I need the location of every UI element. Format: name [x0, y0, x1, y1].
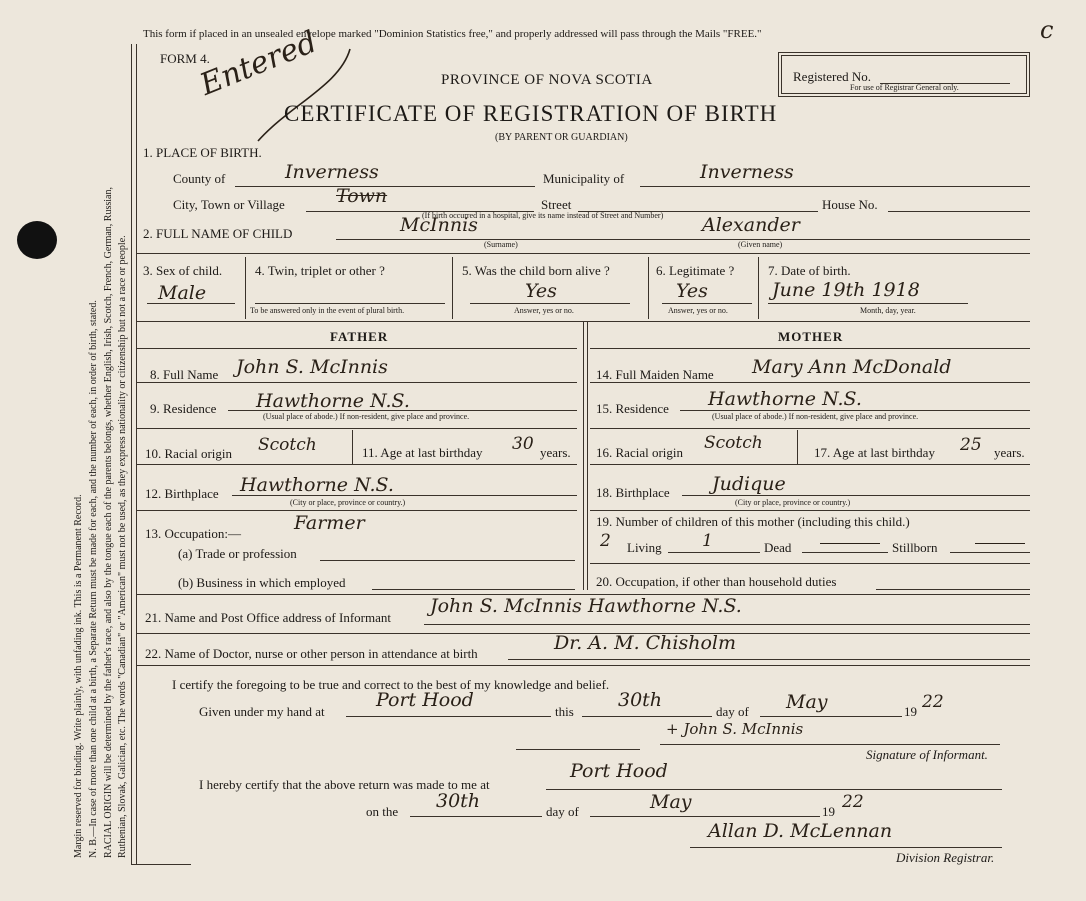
given-place-value: Port Hood — [376, 689, 474, 711]
left-border-line-inner — [136, 44, 137, 864]
mother-dead-value: 1 — [702, 531, 713, 551]
registrar-signature-value: Allan D. McLennan — [708, 820, 893, 842]
margin-note-separate-return: N. B.—In case of more than one child at a birth, a Separate Return must be made for each, and the number of each, in order of birth, stated. — [88, 300, 99, 858]
county-value: Inverness — [285, 161, 379, 183]
date-of-birth-label: 7. Date of birth. — [768, 263, 851, 278]
given-place-line — [346, 716, 551, 717]
father-row-line-3 — [137, 464, 577, 465]
given-month-value: May — [786, 691, 828, 713]
informant-signature-caption: Signature of Informant. — [866, 747, 988, 762]
house-no-label: House No. — [822, 197, 878, 212]
father-name-label: 8. Full Name — [150, 367, 219, 382]
legitimate-line — [662, 303, 752, 304]
hospital-note: (If birth occurred in a hospital, give its name instead of Street and Number) — [422, 211, 664, 220]
registrar-day-value: 30th — [436, 790, 481, 812]
mother-row-line-3 — [590, 464, 1030, 465]
divider-5-6 — [648, 257, 649, 319]
street-label: Street — [541, 197, 572, 212]
mother-years: years. — [994, 445, 1025, 460]
child-given-value: Alexander — [702, 214, 800, 236]
father-birthplace-value: Hawthorne N.S. — [240, 474, 394, 496]
doctor-label: 22. Name of Doctor, nurse or other person in attendance at birth — [145, 646, 478, 661]
registrar-day-of-label: day of — [546, 804, 579, 819]
twin-label: 4. Twin, triplet or other ? — [255, 263, 385, 278]
born-alive-value: Yes — [525, 280, 557, 302]
given-day-of-label: day of — [716, 704, 749, 719]
sex-value: Male — [158, 282, 207, 304]
twin-line — [255, 303, 445, 304]
mail-note: This form if placed in an unsealed envelope marked "Dominion Statistics free," and properly addressed will pass through the Mails "FREE." — [143, 28, 762, 40]
municipality-value: Inverness — [700, 161, 794, 183]
mother-racial-label: 16. Racial origin — [596, 445, 684, 460]
entered-stamp-flourish — [250, 45, 360, 145]
mother-stillborn-dash — [975, 543, 1025, 544]
registrar-year-prefix: 19 — [822, 804, 835, 819]
municipality-line — [640, 186, 1030, 187]
given-month-line — [760, 716, 902, 717]
parents-divider-b — [587, 322, 588, 590]
corner-mark: c — [1040, 16, 1054, 44]
father-occupation-label: 13. Occupation:— — [145, 526, 242, 541]
mother-occupation-label: 20. Occupation, if other than household duties — [596, 574, 837, 589]
mother-racial-value: Scotch — [704, 433, 763, 453]
date-of-birth-line — [768, 303, 968, 304]
left-border-line — [131, 44, 132, 864]
mother-stillborn-label: Stillborn — [892, 540, 938, 555]
father-birthplace-line — [232, 495, 577, 496]
mother-children-label: 19. Number of children of this mother (including this child.) — [596, 514, 910, 529]
twin-note: To be answered only in the event of plural birth. — [250, 306, 405, 315]
date-of-birth-note: Month, day, year. — [860, 306, 916, 315]
registered-no-note: For use of Registrar General only. — [850, 83, 959, 92]
mother-living-label: Living — [627, 540, 662, 555]
mother-age-value: 25 — [960, 435, 982, 455]
given-this-label: this — [555, 704, 574, 719]
mother-living-line — [668, 552, 760, 553]
given-name-caption: (Given name) — [738, 240, 783, 249]
father-racial-value: Scotch — [258, 435, 317, 455]
mother-name-label: 14. Full Maiden Name — [596, 367, 714, 382]
mother-birthplace-note: (City or place, province or country.) — [735, 498, 851, 507]
registrar-statement: I hereby certify that the above return was made to me at — [199, 777, 490, 792]
county-label: County of — [173, 171, 226, 186]
father-trade-line — [320, 560, 575, 561]
city-value: Town — [336, 185, 388, 207]
mother-racial-divider — [797, 430, 798, 464]
legitimate-label: 6. Legitimate ? — [656, 263, 735, 278]
certificate-subtitle: (BY PARENT OR GUARDIAN) — [495, 132, 628, 143]
mother-birthplace-value: Judique — [712, 473, 786, 495]
registrar-signature-line — [690, 847, 1002, 848]
father-business-line — [372, 589, 575, 590]
mother-row-line-5 — [590, 563, 1030, 564]
mother-birthplace-line — [682, 495, 1030, 496]
sex-line — [147, 303, 235, 304]
registrar-month-line — [590, 816, 820, 817]
father-residence-note: (Usual place of abode.) If non-resident, give place and province. — [263, 412, 470, 421]
informant-value: John S. McInnis Hawthorne N.S. — [430, 595, 742, 617]
child-name-label: 2. FULL NAME OF CHILD — [143, 226, 293, 241]
parents-divider-a — [583, 322, 584, 590]
mother-dead-dash — [820, 543, 880, 544]
given-year-prefix: 19 — [904, 704, 917, 719]
place-of-birth-label: 1. PLACE OF BIRTH. — [143, 145, 262, 160]
divider-6-7 — [758, 257, 759, 319]
legitimate-note: Answer, yes or no. — [668, 306, 728, 315]
father-business-label: (b) Business in which employed — [178, 575, 346, 590]
margin-note-nationality: Ruthenian, Slovak, Galician, etc. The words "Canadian" or "American" must not be used, as they express nationality or citizenship but not a race or people. — [117, 235, 128, 858]
father-row-line-1 — [137, 382, 577, 383]
house-no-line — [888, 211, 1030, 212]
mother-row-line-1 — [590, 382, 1030, 383]
mother-residence-label: 15. Residence — [596, 401, 669, 416]
father-row-line-2 — [137, 428, 577, 429]
born-alive-note: Answer, yes or no. — [514, 306, 574, 315]
mother-stillborn-line — [950, 552, 1030, 553]
father-trade-label: (a) Trade or profession — [178, 546, 297, 561]
mother-residence-note: (Usual place of abode.) If non-resident, give place and province. — [712, 412, 919, 421]
mother-living-value: 2 — [600, 531, 611, 551]
father-heading: FATHER — [330, 329, 389, 344]
father-name-value: John S. McInnis — [236, 356, 388, 378]
divider-4-5 — [452, 257, 453, 319]
father-occupation-value: Farmer — [294, 512, 365, 534]
mother-heading: MOTHER — [778, 329, 844, 344]
father-racial-divider — [352, 430, 353, 464]
informant-signature-line — [660, 744, 1000, 745]
certify-statement: I certify the foregoing to be true and correct to the best of my knowledge and belief. — [172, 677, 610, 692]
father-row-line-4 — [137, 510, 577, 511]
certificate-title: CERTIFICATE OF REGISTRATION OF BIRTH — [284, 101, 778, 126]
registrar-on-label: on the — [366, 804, 399, 819]
father-residence-value: Hawthorne N.S. — [256, 390, 410, 412]
signature-rule-left — [516, 749, 640, 750]
margin-note-binding: Margin reserved for binding. Write plainly, with unfading ink. This is a Permanent Record. — [73, 494, 84, 858]
registrar-year-value: 22 — [842, 792, 864, 812]
father-age-label: 11. Age at last birthday — [362, 445, 483, 460]
section-separator-top — [137, 253, 1030, 254]
form-number: FORM 4. — [160, 51, 210, 66]
registrar-day-line — [410, 816, 542, 817]
father-racial-label: 10. Racial origin — [145, 446, 233, 461]
mother-residence-line — [680, 410, 1030, 411]
born-alive-label: 5. Was the child born alive ? — [462, 263, 610, 278]
city-label: City, Town or Village — [173, 197, 285, 212]
province-heading: PROVINCE OF NOVA SCOTIA — [441, 72, 653, 88]
given-under-hand-label: Given under my hand at — [199, 704, 325, 719]
bottom-border-line — [131, 864, 191, 865]
section-separator-certify — [137, 665, 1030, 666]
mother-residence-value: Hawthorne N.S. — [708, 388, 862, 410]
given-day-value: 30th — [618, 689, 663, 711]
doctor-line — [508, 659, 1030, 660]
informant-label: 21. Name and Post Office address of Informant — [145, 610, 391, 625]
registrar-place-value: Port Hood — [570, 760, 668, 782]
legitimate-value: Yes — [676, 280, 708, 302]
sex-label: 3. Sex of child. — [143, 263, 223, 278]
mother-dead-line — [802, 552, 888, 553]
division-registrar-caption: Division Registrar. — [896, 850, 995, 865]
informant-signature-value: + John S. McInnis — [666, 720, 804, 738]
father-age-value: 30 — [512, 434, 534, 454]
registrar-month-value: May — [650, 791, 692, 813]
father-residence-line — [228, 410, 577, 411]
municipality-label: Municipality of — [543, 171, 625, 186]
mother-birthplace-label: 18. Birthplace — [596, 485, 670, 500]
margin-note-racial-origin: RACIAL ORIGIN will be determined by the father's race, and also by the tongue each of the parents belongs, whether English, Irish, Scotch, French, German, Russian, — [103, 187, 114, 858]
mother-occupation-line — [876, 589, 1030, 590]
child-name-line — [336, 239, 1030, 240]
informant-line — [424, 624, 1030, 625]
father-birthplace-note: (City or place, province or country.) — [290, 498, 406, 507]
mother-dead-label: Dead — [764, 540, 792, 555]
surname-caption: (Surname) — [484, 240, 518, 249]
doctor-value: Dr. A. M. Chisholm — [554, 632, 737, 654]
mother-age-label: 17. Age at last birthday — [814, 445, 935, 460]
given-day-line — [582, 716, 712, 717]
mother-row-line-0 — [590, 348, 1030, 349]
father-years: years. — [540, 445, 571, 460]
father-birthplace-label: 12. Birthplace — [145, 486, 219, 501]
child-surname-value: McInnis — [400, 214, 478, 236]
registrar-place-line — [546, 789, 1002, 790]
father-residence-label: 9. Residence — [150, 401, 217, 416]
mother-name-value: Mary Ann McDonald — [752, 356, 952, 378]
born-alive-line — [470, 303, 630, 304]
mother-row-line-2 — [590, 428, 1030, 429]
date-of-birth-value: June 19th 1918 — [772, 279, 920, 301]
divider-3-4 — [245, 257, 246, 319]
entered-stamp: Entered — [195, 24, 322, 103]
father-row-line-0 — [137, 348, 577, 349]
given-year-value: 22 — [922, 692, 944, 712]
mother-row-line-4 — [590, 510, 1030, 511]
binding-punch-hole — [17, 221, 57, 259]
registered-no-label: Registered No. — [793, 69, 871, 84]
